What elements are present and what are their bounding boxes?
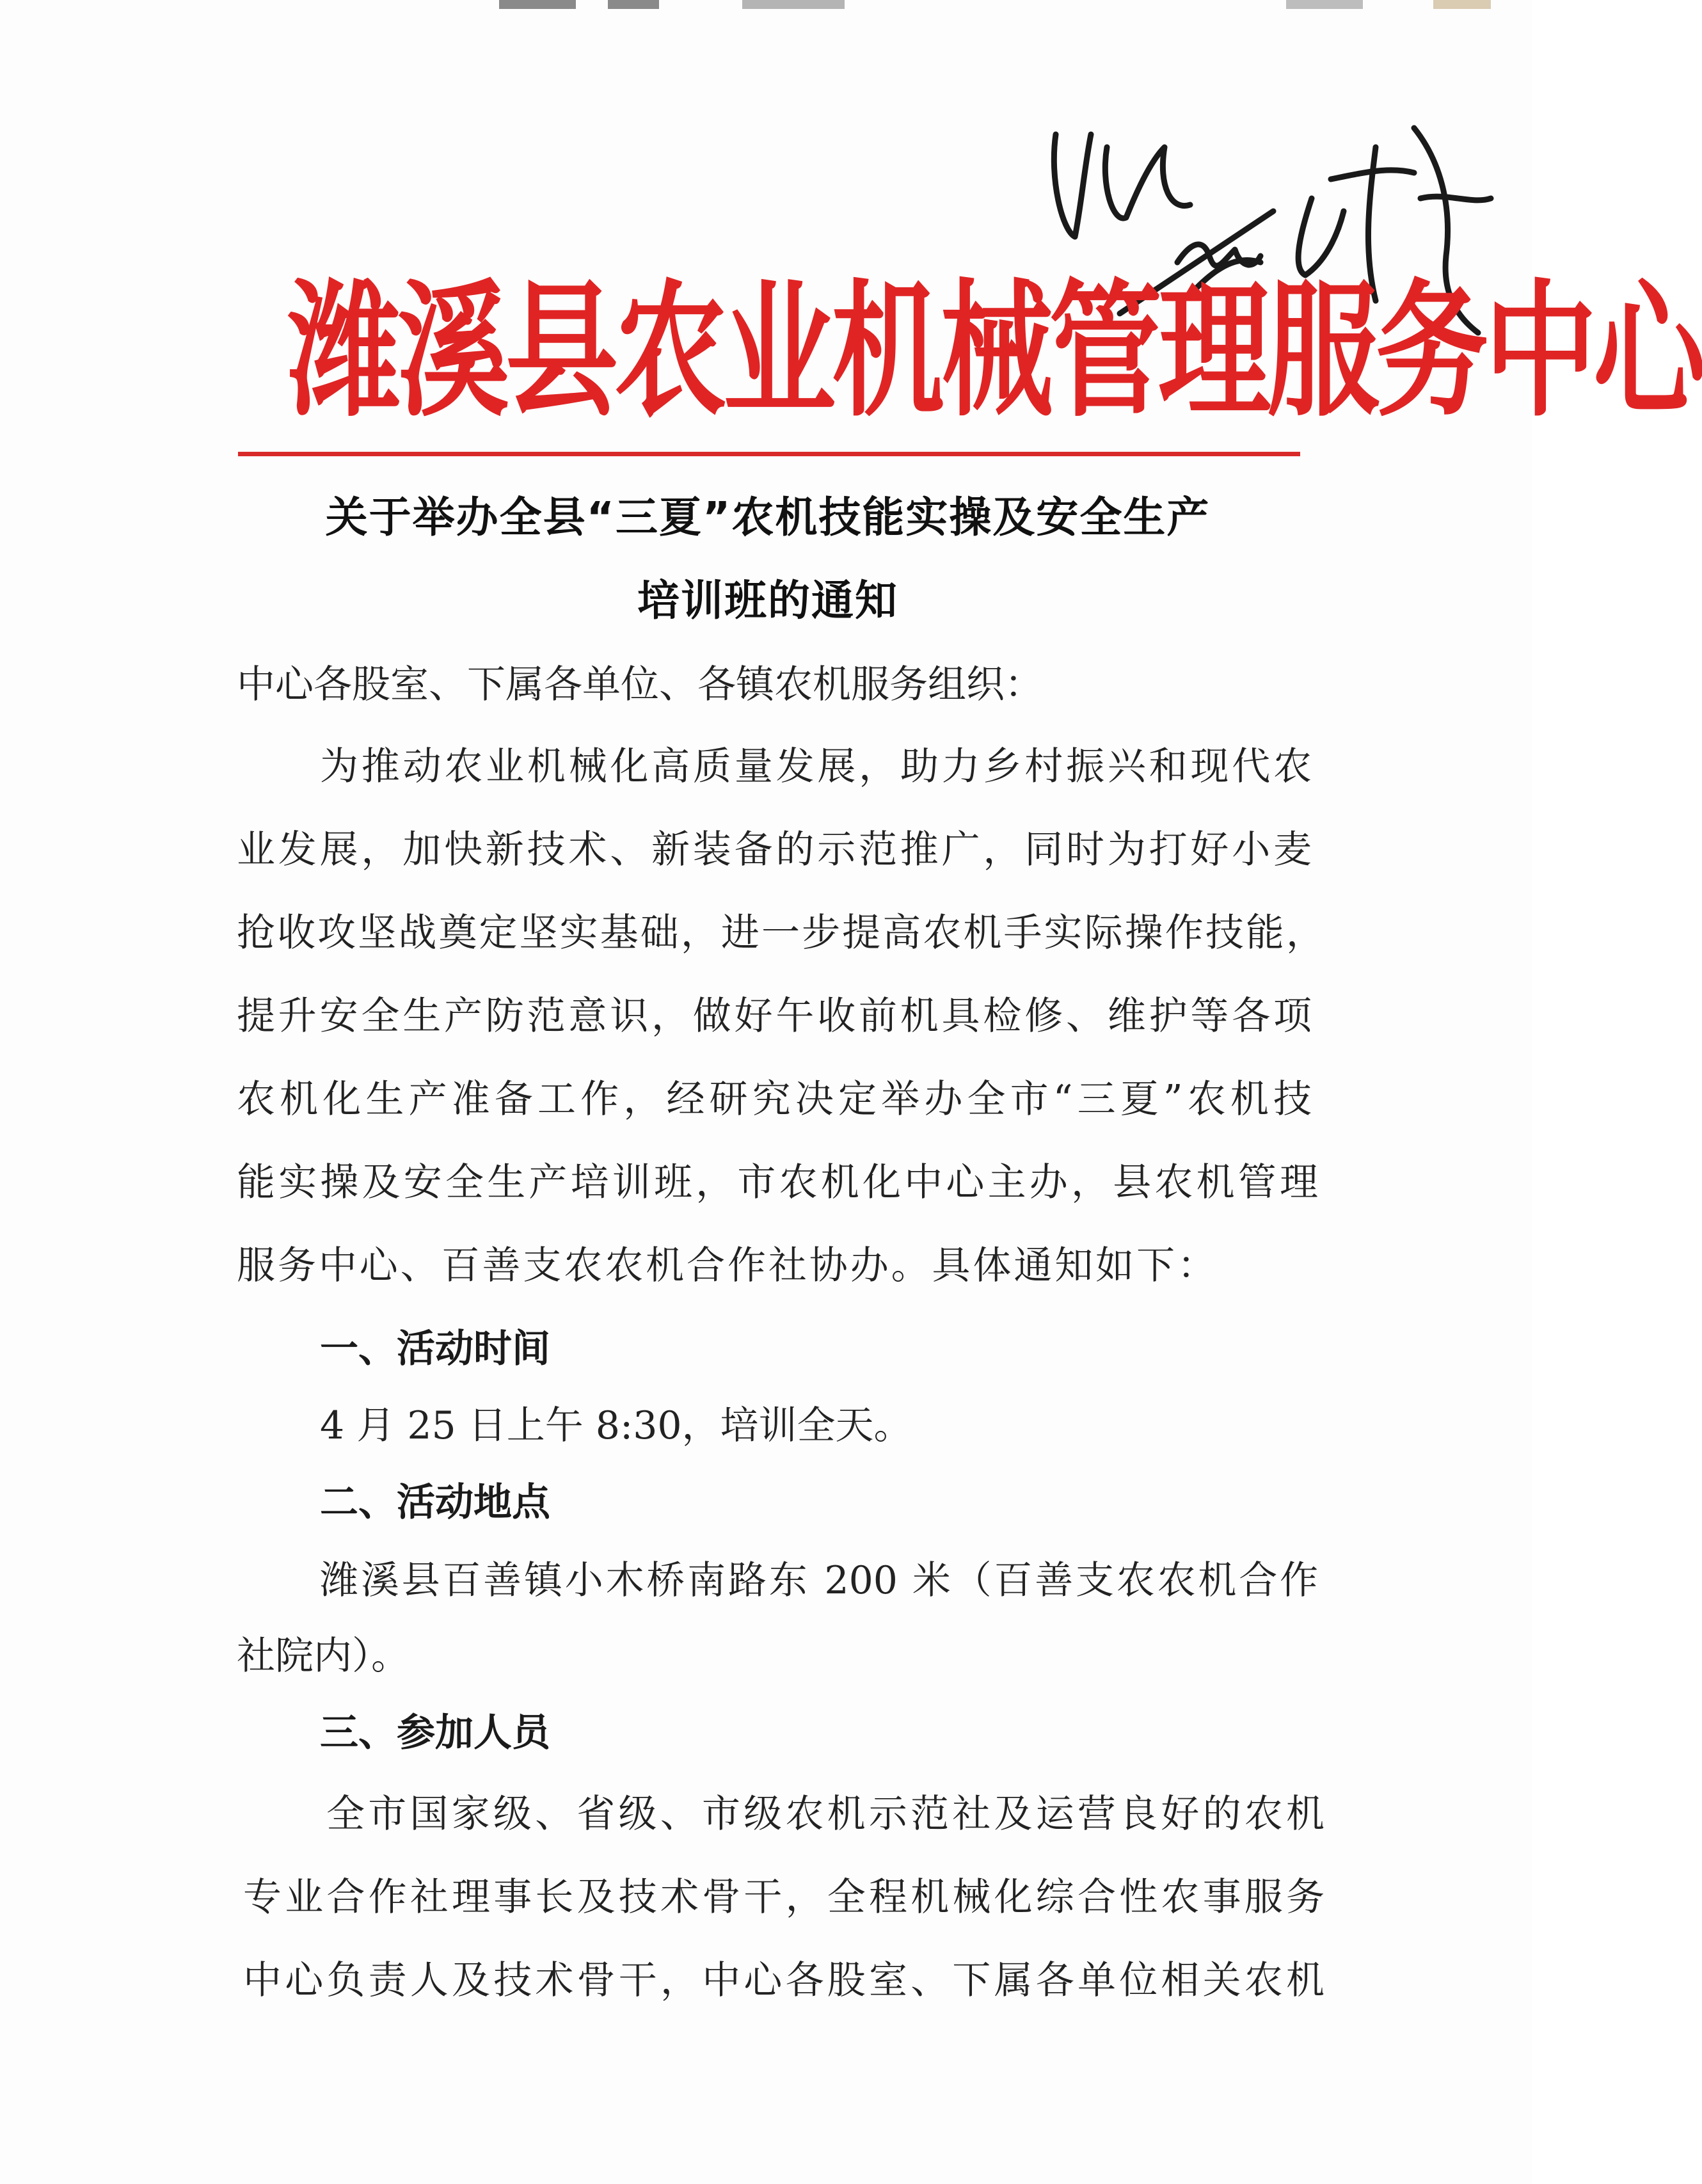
intro-line: 能实操及安全生产培训班，市农机化中心主办，县农机管理 [237,1160,1318,1205]
intro-line: 抢收攻坚战奠定坚实基础，进一步提高农机手实际操作技能， [237,911,1324,955]
section-heading-time: 一、活动时间 [320,1327,550,1371]
addressee: 中心各股室、下属各单位、各镇农机服务组织： [237,662,1043,707]
section-text: 潍溪县百善镇小木桥南路东 200 米（百善支农农机合作 [320,1558,1318,1603]
section-heading-location: 二、活动地点 [320,1480,550,1525]
scan-artifact [608,0,659,9]
scan-artifact [742,0,845,9]
scan-artifact [499,0,576,9]
section-text: 全市国家级、省级、市级农机示范社及运营良好的农机 [326,1792,1324,1837]
section-text: 4 月 25 日上午 8:30，培训全天。 [320,1403,912,1448]
section-text: 专业合作社理事长及技术骨干，全程机械化综合性农事服务 [243,1875,1324,1920]
section-heading-participants: 三、参加人员 [320,1710,550,1755]
intro-line: 提升安全生产防范意识，做好午收前机具检修、维护等各项 [237,994,1312,1039]
scan-artifact [1286,0,1363,9]
letterhead-divider [238,452,1300,456]
intro-line: 业发展，加快新技术、新装备的示范推广，同时为打好小麦 [237,827,1312,872]
intro-line: 农机化生产准备工作，经研究决定举办全市“三夏”农机技 [237,1077,1312,1122]
section-text: 社院内）。 [237,1634,410,1678]
intro-line: 为推动农业机械化高质量发展，助力乡村振兴和现代农 [320,744,1312,789]
document-title-line-2: 培训班的通知 [637,576,898,625]
scan-artifact [1433,0,1491,9]
letterhead-org-name: 潍溪县农业机械管理服务中心 [288,266,1702,437]
section-text: 中心负责人及技术骨干，中心各股室、下属各单位相关农机 [243,1958,1324,2003]
intro-line: 服务中心、百善支农农机合作社协办。具体通知如下： [237,1243,1216,1288]
document-title-line-1: 关于举办全县“三夏”农机技能实操及安全生产 [325,493,1211,542]
